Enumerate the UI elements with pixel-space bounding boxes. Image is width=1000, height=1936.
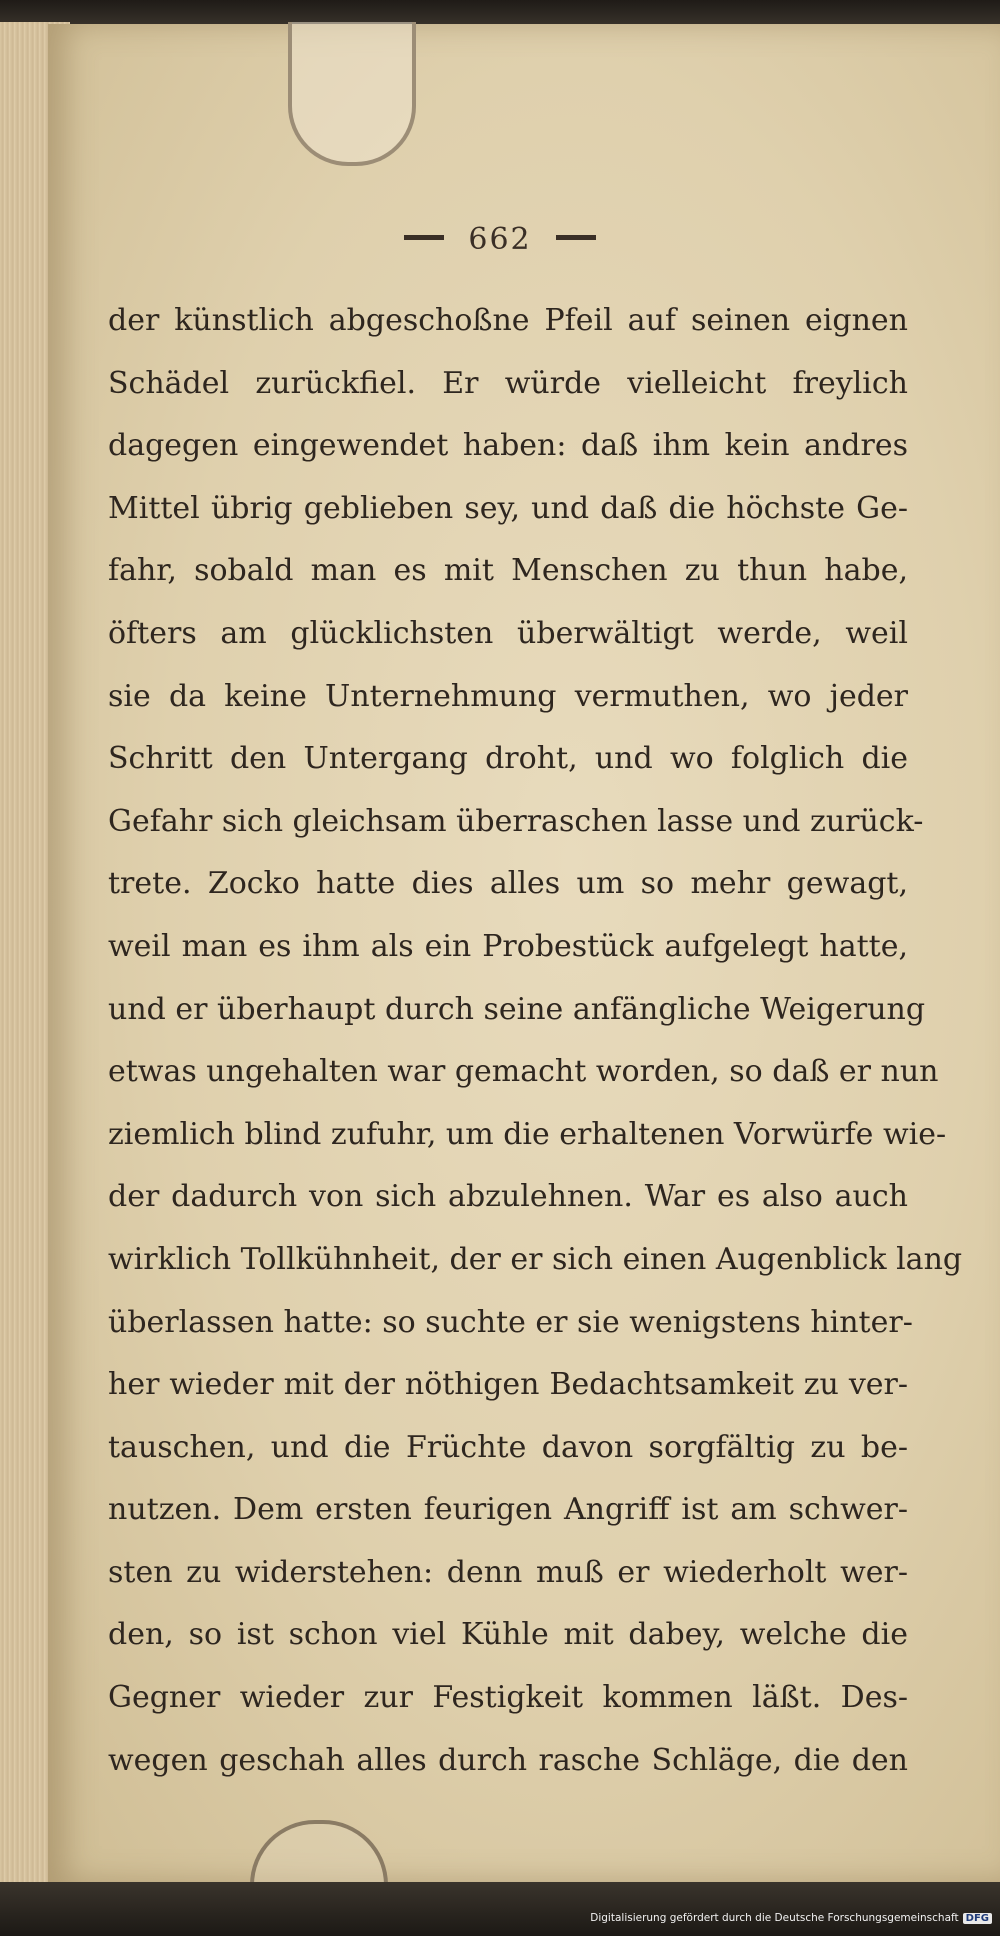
text-line: Gefahr sich gleichsam überraschen lasse und zurück- bbox=[108, 803, 924, 839]
text-line: der künstlich abgeschoßne Pfeil auf seinen eignen bbox=[108, 303, 908, 338]
text-line: fahr, sobald man es mit Menschen zu thun habe, bbox=[108, 553, 908, 589]
text-line: tauschen, und die Früchte davon sorgfältig zu be- bbox=[108, 1429, 908, 1465]
text-line: ziemlich blind zufuhr, um die erhaltenen Vorwürfe wie- bbox=[108, 1116, 947, 1152]
text-line: dagegen eingewendet haben: daß ihm kein andres bbox=[108, 428, 908, 464]
text-line: der dadurch von sich abzulehnen. War es also auch bbox=[108, 1179, 908, 1215]
digitization-credit bbox=[590, 1912, 992, 1924]
page-number: 662 bbox=[468, 222, 532, 257]
page-number-header bbox=[0, 222, 1000, 257]
right-dash bbox=[556, 235, 596, 240]
text-line: weil man es ihm als ein Probestück aufgelegt hatte, bbox=[108, 928, 908, 964]
left-dash bbox=[404, 235, 444, 240]
text-line: etwas ungehalten war gemacht worden, so daß er nun bbox=[108, 1054, 939, 1090]
text-line: Gegner wieder zur Festigkeit kommen läßt. Des- bbox=[108, 1680, 908, 1716]
text-line: wirklich Tollkühnheit, der er sich einen Augenblick lang bbox=[108, 1241, 963, 1277]
text-line: Schritt den Untergang droht, und wo folglich die bbox=[108, 741, 908, 777]
page-clip-top bbox=[288, 22, 416, 166]
text-line: her wieder mit der nöthigen Bedachtsamkeit zu ver- bbox=[108, 1367, 908, 1403]
credit-text: Digitalisierung gefördert durch die Deutsche Forschungsgemeinschaft bbox=[590, 1912, 959, 1924]
scan-bottom-edge bbox=[0, 1882, 1000, 1936]
text-line: öfters am glücklichsten überwältigt werde, weil bbox=[108, 615, 908, 651]
text-line: wegen geschah alles durch rasche Schläge, die den bbox=[108, 1742, 908, 1778]
text-line: trete. Zocko hatte dies alles um so mehr gewagt, bbox=[108, 866, 908, 902]
text-line: sie da keine Unternehmung vermuthen, wo jeder bbox=[108, 678, 908, 714]
body-text bbox=[108, 290, 963, 1792]
text-line: überlassen hatte: so suchte er sie wenigstens hinter- bbox=[108, 1304, 913, 1340]
text-line: Mittel übrig geblieben sey, und daß die höchste Ge- bbox=[108, 490, 908, 526]
dfg-logo: DFG bbox=[963, 1913, 992, 1924]
text-line: nutzen. Dem ersten feurigen Angriff ist am schwer- bbox=[108, 1492, 908, 1528]
text-line: Schädel zurückfiel. Er würde vielleicht freylich bbox=[108, 365, 908, 401]
text-line: sten zu widerstehen: denn muß er wiederholt wer- bbox=[108, 1554, 908, 1590]
text-line: und er überhaupt durch seine anfängliche Weigerung bbox=[108, 991, 926, 1027]
text-line: den, so ist schon viel Kühle mit dabey, welche die bbox=[108, 1617, 908, 1653]
